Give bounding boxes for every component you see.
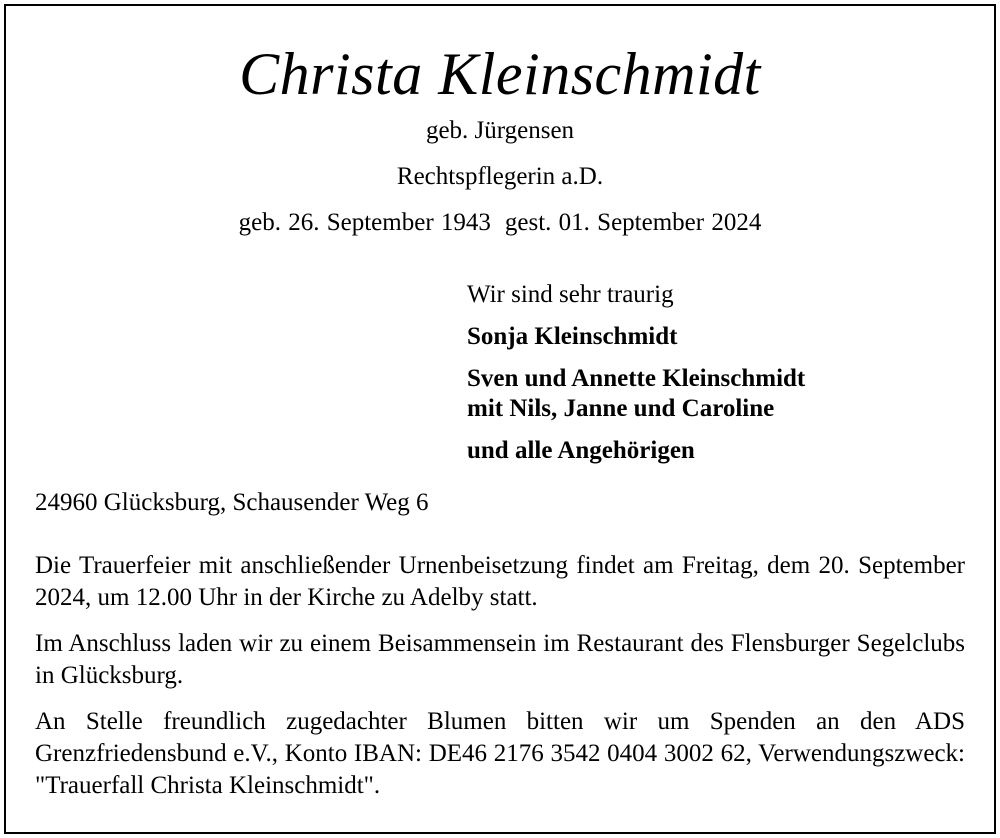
mourner-line: und alle Angehörigen <box>467 437 695 464</box>
birth-name: geb. Jürgensen <box>425 117 575 144</box>
deceased-name: Christa Kleinschmidt <box>239 41 761 107</box>
birth-date: geb. 26. September 1943 <box>238 209 491 236</box>
reception-info-paragraph: Im Anschluss laden wir zu einem Beisammensein im Restaurant des Flensburger Segelclubs in Glücksburg. <box>35 630 965 689</box>
funeral-info-paragraph: Die Trauerfeier mit anschließender Urnenbeisetzung findet am Freitag, dem 20. September 2024, um 12.00 Uhr in der Kirche zu Adelby statt. <box>35 552 965 611</box>
death-date: gest. 01. September 2024 <box>504 209 762 236</box>
profession: Rechtspflegerin a.D. <box>396 163 604 190</box>
mourners-intro: Wir sind sehr traurig <box>467 281 674 308</box>
mourner-line: Sonja Kleinschmidt <box>467 323 678 350</box>
donation-info-paragraph: An Stelle freundlich zugedachter Blumen bitten wir um Spenden an den ADS Grenzfriedensbund e.V., Konto IBAN: DE46 2176 3542 0404 3002 62, Verwendungszweck: "Trauerfall Christa Kleinschmidt". <box>35 708 965 799</box>
address: 24960 Glücksburg, Schausender Weg 6 <box>35 489 429 516</box>
life-dates <box>0 208 1000 238</box>
mourners-block <box>467 280 967 466</box>
mourner-line: Sven und Annette Kleinschmidt <box>467 365 806 392</box>
mourner-line: mit Nils, Janne und Caroline <box>467 395 775 422</box>
